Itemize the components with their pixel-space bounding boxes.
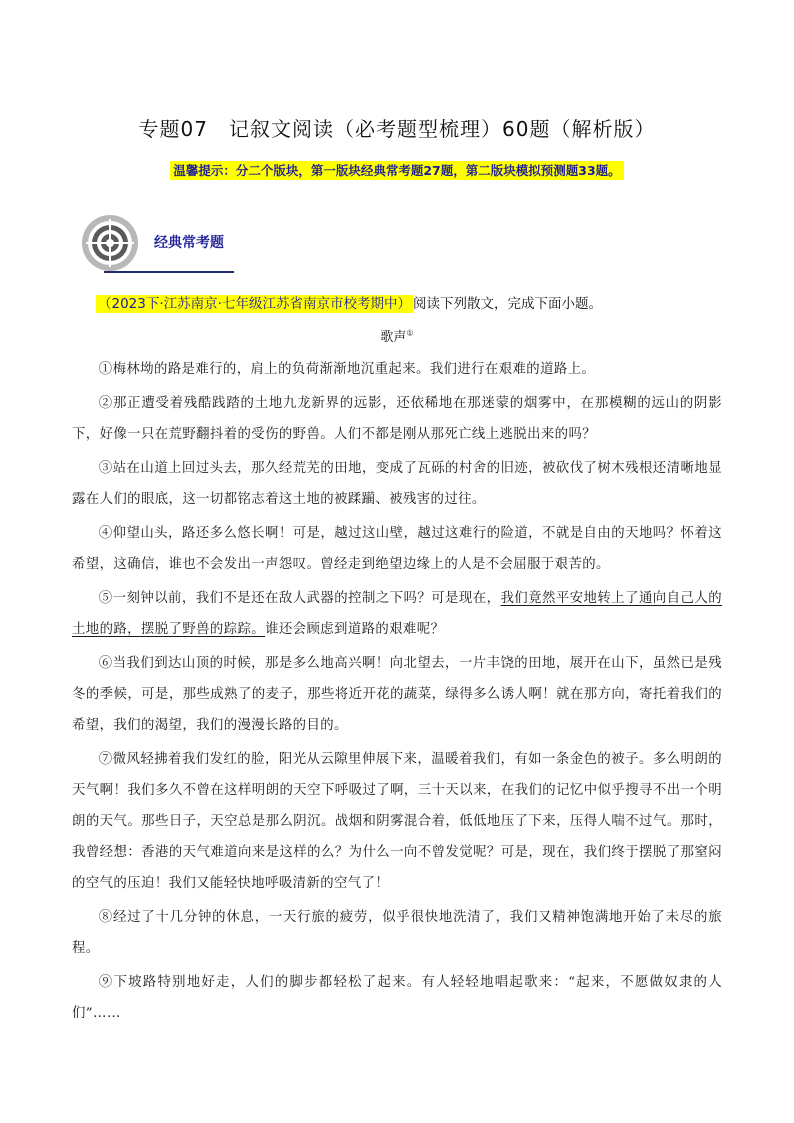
paragraph-3: ③站在山道上回过头去，那久经荒芜的田地，变成了瓦砾的村舍的旧迹，被砍伐了树木残根还清晰地显露在人们的眼底，这一切都铭志着这土地的被蹂躏、被残害的过往。 xyxy=(72,461,722,507)
paragraph-5 xyxy=(72,583,722,645)
paragraph-4: ④仰望山头，路还多么悠长啊！可是，越过这山壁，越过这难行的险道，不就是自由的天地吗？怀着这希望，这确信，谁也不会发出一声怨叹。曾经走到绝望边缘上的人是不会屈服于艰苦的。 xyxy=(72,526,722,572)
paragraph-2: ②那正遭受着残酷践踏的土地九龙新界的远影，还依稀地在那迷蒙的烟雾中，在那模糊的远山的阴影下，好像一只在荒野翻抖着的受伤的野兽。人们不都是刚从那死亡线上逃脱出来的吗？ xyxy=(72,396,722,442)
paragraph-9: ⑨下坡路特别地好走，人们的脚步都轻松了起来。有人轻轻地唱起歌来：“起来，不愿做奴隶的人们”…… xyxy=(72,975,722,1021)
tip-text: 温馨提示：分二个版块，第一版块经典常考题27题，第二版块模拟预测题33题。 xyxy=(170,161,623,180)
section-divider xyxy=(104,271,234,273)
paragraph-7: ⑦微风轻拂着我们发红的脸，阳光从云隙里伸展下来，温暖着我们，有如一条金色的被子。多么明朗的天气啊！我们多久不曾在这样明朗的天空下呼吸过了啊，三十天以来，在我们的记忆中似乎搜寻不出一个明朗的天气。那些日子，天空总是那么阴沉。战烟和阴雾混合着，低低地压了下来，压得人喘不过气。那时，我曾经想：香港的天气难道向来是这样的么？为什么一向不曾发觉呢？可是，现在，我们终于摆脱了那窒闷的空气的压迫！我们又能轻快地呼吸清新的空气了！ xyxy=(72,752,722,891)
question-instruction: 阅读下列散文，完成下面小题。 xyxy=(412,296,602,312)
passage-body xyxy=(72,354,722,1029)
footnote-mark: ① xyxy=(406,328,414,338)
target-icon xyxy=(80,213,140,273)
paragraph-5-end: 谁还会顾虑到道路的艰难呢？ xyxy=(265,622,445,637)
section-title: 经典常考题 xyxy=(154,235,224,251)
paragraph-6: ⑥当我们到达山顶的时候，那是多么地高兴啊！向北望去，一片丰饶的田地，展开在山下，虽然已是残冬的季候，可是，那些成熟了的麦子，那些将近开花的蔬菜，绿得多么诱人啊！就在那方向，寄托着我们的希望，我们的渴望，我们的漫漫长路的目的。 xyxy=(72,656,722,733)
passage-title xyxy=(0,326,794,345)
page-title: 专题07 记叙文阅读（必考题型梳理）60题（解析版） xyxy=(138,117,656,141)
paragraph-8: ⑧经过了十几分钟的休息，一天行旅的疲劳，似乎很快地洗清了，我们又精神饱满地开始了未尽的旅程。 xyxy=(72,910,722,956)
underlined-sentence: 我们竟然平安地转上了通向自己人的土地的路，摆脱了野兽的踪踪。 xyxy=(72,591,722,637)
question-source: （2023下·江苏南京·七年级江苏省南京市校考期中） xyxy=(98,296,411,312)
paragraph-5-start: ⑤一刻钟以前，我们不是还在敌人武器的控制之下吗？可是现在， xyxy=(98,591,501,606)
question-intro xyxy=(96,292,602,312)
passage-title-text: 歌声 xyxy=(380,330,407,345)
tip-banner xyxy=(0,160,794,179)
paragraph-1: ①梅林坳的路是难行的，肩上的负荷渐渐地沉重起来。我们进行在艰难的道路上。 xyxy=(98,362,596,377)
